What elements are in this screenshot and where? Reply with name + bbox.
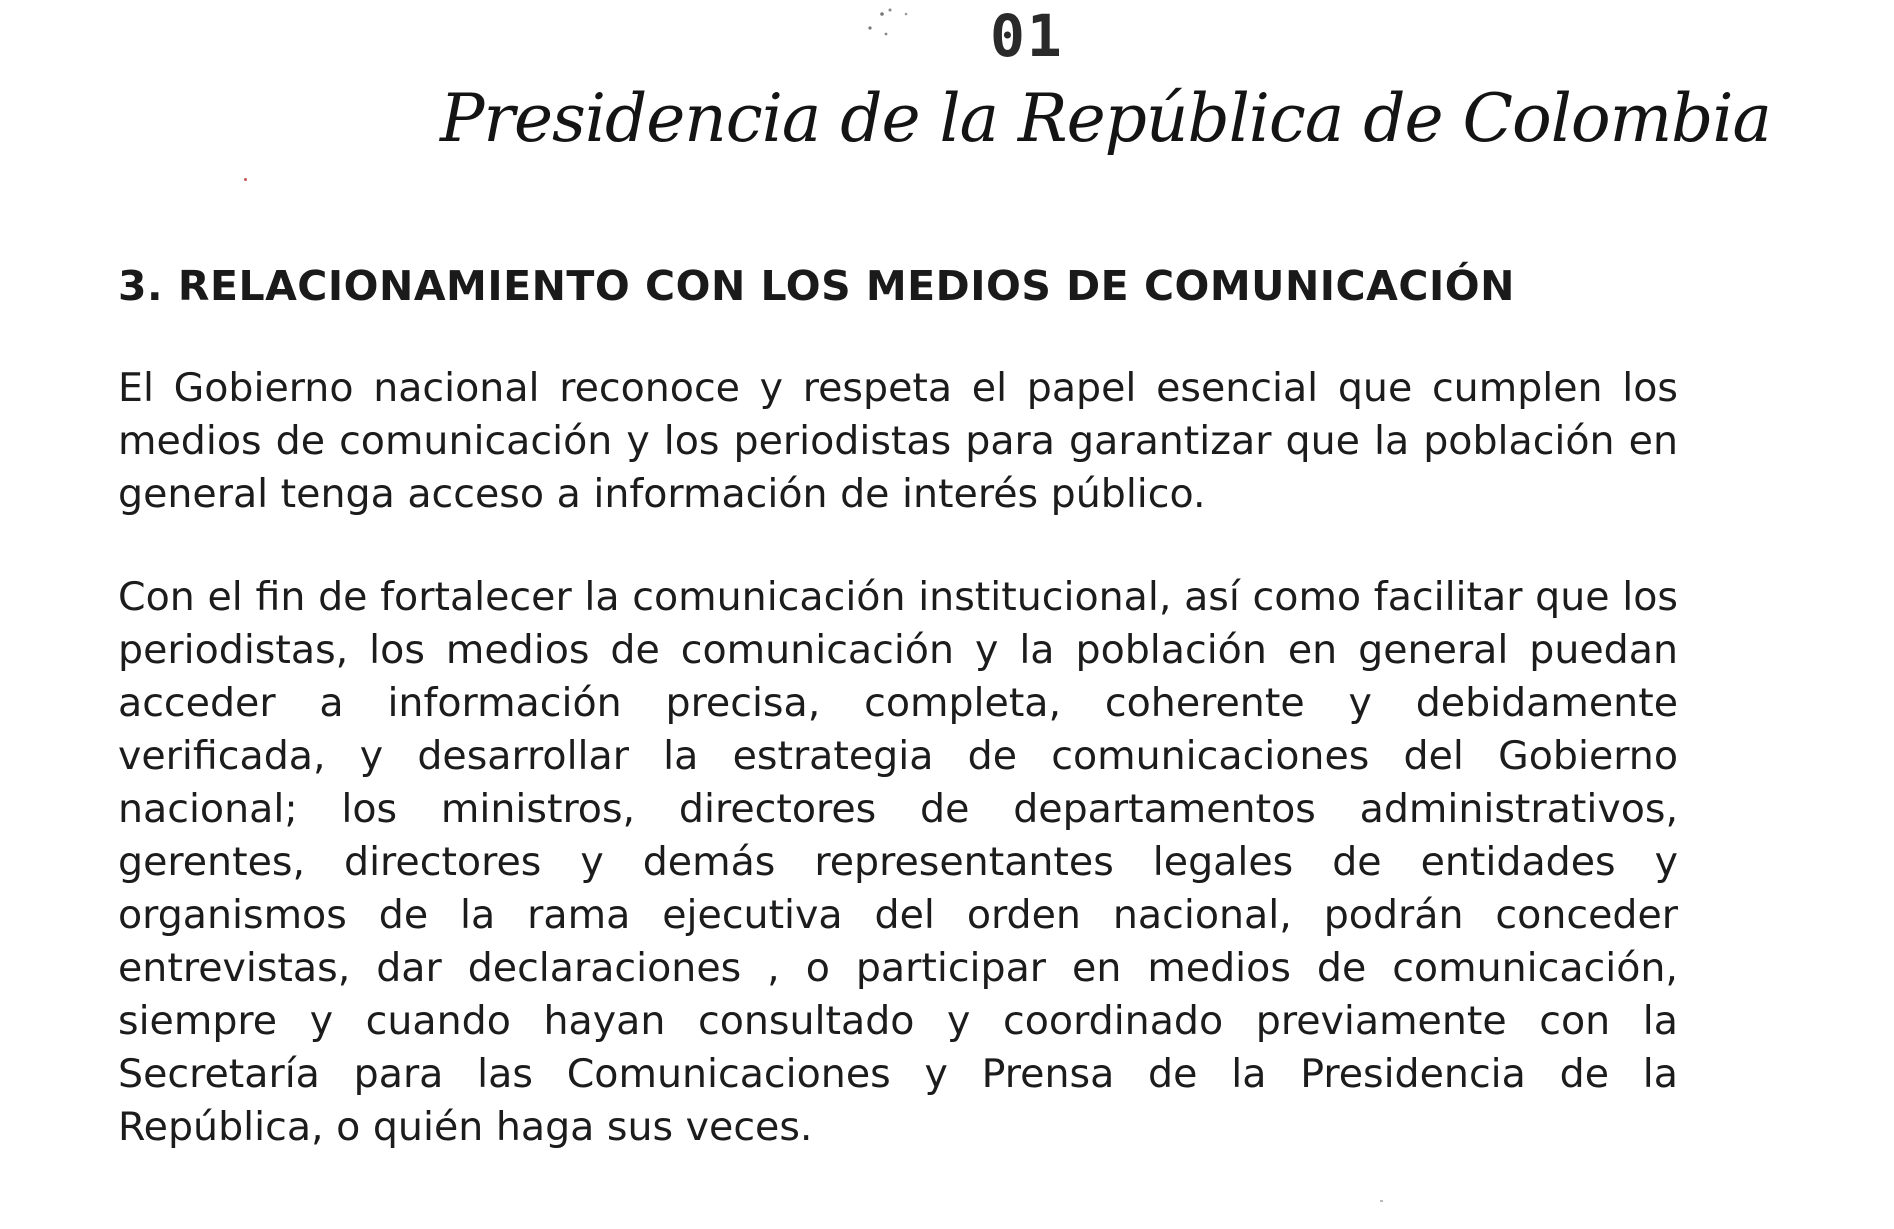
stamp-marks xyxy=(860,4,920,54)
paragraph-1: El Gobierno nacional reconoce y respeta el papel esencial que cumplen los medios de comunicación y los periodistas para garantizar que la población en general tenga acceso a información de interés público. xyxy=(118,365,1678,517)
page-number: 01 xyxy=(990,2,1064,70)
ink-speck xyxy=(244,178,247,181)
paragraph-2: Con el fin de fortalecer la comunicación institucional, así como facilitar que los periodistas, los medios de comunicación y la población en general puedan acceder a información precisa, completa, coherente y debidamente verificada, y desarrollar la estrategia de comunicaciones del Gobierno nacional; los ministros, directores de departamentos administrativos, gerentes, directores y demás representantes legales de entidades y organismos de la rama ejecutiva del orden nacional, podrán conceder entrevistas, dar declaraciones , o participar en medios de comunicación, siempre y cuando hayan consultado y coordinado previamente con la Secretaría para las Comunicaciones y Prensa de la Presidencia de la República, o quién haga sus veces. xyxy=(118,574,1678,1150)
section-content xyxy=(118,262,1678,1204)
section-heading: 3. RELACIONAMIENTO CON LOS MEDIOS DE COMUNICACIÓN xyxy=(118,262,1515,310)
letterhead-title: Presidencia de la República de Colombia xyxy=(440,80,1771,157)
